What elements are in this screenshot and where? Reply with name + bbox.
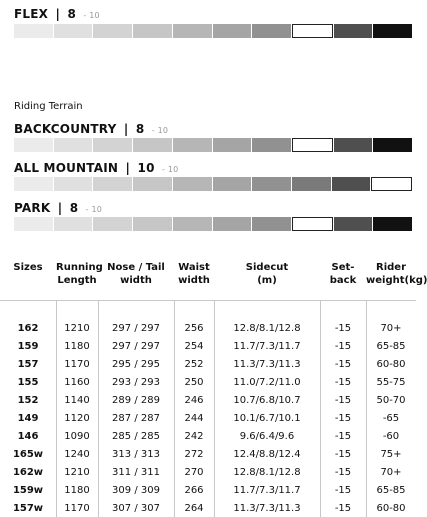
backcountry-value: 8 xyxy=(135,122,145,136)
cell-setback: -15 xyxy=(334,394,352,406)
rating-segment xyxy=(373,24,412,38)
cell-rider-weight: -60 xyxy=(382,430,400,442)
rating-segment xyxy=(54,217,93,231)
table-row xyxy=(0,427,416,445)
cell-waist-width: 252 xyxy=(184,358,204,370)
rating-segment xyxy=(213,24,252,38)
rating-segment xyxy=(54,138,93,152)
table-row xyxy=(0,499,416,517)
cell-waist-width: 246 xyxy=(184,394,204,406)
flex-scale: - 10 xyxy=(83,11,100,20)
cell-size: 146 xyxy=(17,430,39,442)
all-mountain-scale: - 10 xyxy=(162,165,179,174)
table-row xyxy=(0,391,416,409)
cell-sidecut: 11.7/7.3/11.7 xyxy=(233,340,301,352)
cell-running-length: 1210 xyxy=(64,322,90,334)
cell-rider-weight: 50-70 xyxy=(376,394,406,406)
cell-running-length: 1180 xyxy=(64,484,90,496)
cell-rider-weight: 65-85 xyxy=(376,340,406,352)
cell-sidecut: 12.8/8.1/12.8 xyxy=(233,466,301,478)
cell-running-length: 1160 xyxy=(64,376,90,388)
all-mountain-rating-bar xyxy=(14,177,412,191)
column-divider xyxy=(98,301,99,517)
cell-rider-weight: 60-80 xyxy=(376,358,406,370)
table-row xyxy=(0,463,416,481)
rating-segment xyxy=(373,217,412,231)
rating-segment xyxy=(252,177,291,191)
all-mountain-label: ALL MOUNTAIN xyxy=(14,161,119,175)
cell-rider-weight: 65-85 xyxy=(376,484,406,496)
rating-segment xyxy=(292,24,333,38)
cell-waist-width: 266 xyxy=(184,484,204,496)
rating-segment xyxy=(93,24,132,38)
rating-segment xyxy=(332,177,371,191)
rating-segment xyxy=(292,217,333,231)
cell-running-length: 1180 xyxy=(64,340,90,352)
cell-waist-width: 244 xyxy=(184,412,204,424)
table-header-row xyxy=(0,254,427,301)
cell-waist-width: 242 xyxy=(184,430,204,442)
cell-setback: -15 xyxy=(334,412,352,424)
rating-segment xyxy=(173,177,212,191)
cell-rider-weight: 75+ xyxy=(380,448,402,460)
cell-waist-width: 250 xyxy=(184,376,204,388)
cell-size: 159w xyxy=(12,484,44,496)
rating-segment xyxy=(14,177,53,191)
cell-setback: -15 xyxy=(334,502,352,514)
table-body xyxy=(0,319,416,517)
cell-waist-width: 272 xyxy=(184,448,204,460)
rating-segment xyxy=(93,217,132,231)
header-rider-weight: Rider weight(kg) xyxy=(366,262,427,286)
cell-rider-weight: 55-75 xyxy=(376,376,406,388)
cell-waist-width: 254 xyxy=(184,340,204,352)
cell-setback: -15 xyxy=(334,448,352,460)
rating-segment xyxy=(14,138,53,152)
table-row xyxy=(0,373,416,391)
backcountry-label: BACKCOUNTRY xyxy=(14,122,117,136)
cell-running-length: 1120 xyxy=(64,412,90,424)
cell-waist-width: 270 xyxy=(184,466,204,478)
rating-segment xyxy=(252,138,291,152)
park-value: 8 xyxy=(69,201,79,215)
rating-segment xyxy=(54,24,93,38)
rating-segment xyxy=(173,138,212,152)
cell-setback: -15 xyxy=(334,466,352,478)
park-rating-bar xyxy=(14,217,412,231)
table-row xyxy=(0,445,416,463)
cell-setback: -15 xyxy=(334,376,352,388)
cell-running-length: 1210 xyxy=(64,466,90,478)
rating-segment xyxy=(292,177,331,191)
rating-segment xyxy=(173,217,212,231)
cell-running-length: 1170 xyxy=(64,502,90,514)
flex-rating-title xyxy=(14,7,100,21)
rating-segment xyxy=(133,24,172,38)
rating-segment xyxy=(334,138,373,152)
cell-running-length: 1090 xyxy=(64,430,90,442)
cell-nose-tail-width: 309 / 309 xyxy=(112,484,160,496)
all-mountain-separator: | xyxy=(125,161,131,175)
cell-nose-tail-width: 289 / 289 xyxy=(112,394,160,406)
column-divider xyxy=(366,301,367,517)
cell-waist-width: 264 xyxy=(184,502,204,514)
cell-waist-width: 256 xyxy=(184,322,204,334)
backcountry-separator: | xyxy=(123,122,129,136)
header-nose-tail-width: Nose / Tail width xyxy=(107,262,165,286)
table-row xyxy=(0,409,416,427)
table-row xyxy=(0,319,416,337)
cell-size: 155 xyxy=(17,376,39,388)
column-divider xyxy=(214,301,215,517)
cell-size: 162w xyxy=(12,466,44,478)
park-separator: | xyxy=(57,201,63,215)
cell-setback: -15 xyxy=(334,358,352,370)
rating-segment xyxy=(54,177,93,191)
cell-setback: -15 xyxy=(334,340,352,352)
cell-setback: -15 xyxy=(334,484,352,496)
cell-nose-tail-width: 307 / 307 xyxy=(112,502,160,514)
cell-size: 152 xyxy=(17,394,39,406)
table-row xyxy=(0,481,416,499)
column-divider xyxy=(320,301,321,517)
rating-segment xyxy=(14,24,53,38)
cell-setback: -15 xyxy=(334,322,352,334)
cell-sidecut: 11.3/7.3/11.3 xyxy=(233,358,301,370)
table-row xyxy=(0,337,416,355)
cell-sidecut: 10.1/6.7/10.1 xyxy=(233,412,301,424)
cell-size: 149 xyxy=(17,412,39,424)
rating-segment xyxy=(252,24,291,38)
riding-terrain-heading: Riding Terrain xyxy=(14,101,83,112)
park-scale: - 10 xyxy=(85,205,103,214)
backcountry-rating-title xyxy=(14,122,168,136)
flex-separator: | xyxy=(55,7,61,21)
cell-rider-weight: 70+ xyxy=(380,466,402,478)
all-mountain-value: 10 xyxy=(137,161,155,175)
cell-nose-tail-width: 287 / 287 xyxy=(112,412,160,424)
rating-segment xyxy=(334,24,373,38)
cell-running-length: 1140 xyxy=(64,394,90,406)
rating-segment xyxy=(133,217,172,231)
rating-segment xyxy=(213,177,252,191)
header-waist-width: Waist width xyxy=(178,262,210,286)
rating-segment xyxy=(93,177,132,191)
cell-running-length: 1170 xyxy=(64,358,90,370)
header-sizes: Sizes xyxy=(13,262,43,273)
rating-segment xyxy=(213,138,252,152)
cell-sidecut: 11.3/7.3/11.3 xyxy=(233,502,301,514)
cell-sidecut: 12.4/8.8/12.4 xyxy=(233,448,301,460)
cell-size: 157w xyxy=(12,502,44,514)
cell-rider-weight: 60-80 xyxy=(376,502,406,514)
park-rating-title xyxy=(14,201,102,215)
cell-sidecut: 10.7/6.8/10.7 xyxy=(233,394,301,406)
column-divider xyxy=(174,301,175,517)
cell-nose-tail-width: 311 / 311 xyxy=(112,466,160,478)
rating-segment xyxy=(14,217,53,231)
column-divider xyxy=(56,301,57,517)
cell-sidecut: 11.7/7.3/11.7 xyxy=(233,484,301,496)
cell-running-length: 1240 xyxy=(64,448,90,460)
cell-nose-tail-width: 293 / 293 xyxy=(112,376,160,388)
rating-segment xyxy=(213,217,252,231)
cell-size: 157 xyxy=(17,358,39,370)
rating-segment xyxy=(292,138,333,152)
rating-segment xyxy=(252,217,291,231)
cell-setback: -15 xyxy=(334,430,352,442)
cell-nose-tail-width: 297 / 297 xyxy=(112,340,160,352)
cell-sidecut: 11.0/7.2/11.0 xyxy=(233,376,301,388)
cell-sidecut: 12.8/8.1/12.8 xyxy=(233,322,301,334)
size-spec-table xyxy=(0,254,427,517)
header-sidecut: Sidecut (m) xyxy=(245,262,289,286)
cell-nose-tail-width: 285 / 285 xyxy=(112,430,160,442)
cell-rider-weight: 70+ xyxy=(380,322,402,334)
flex-rating-bar xyxy=(14,24,412,38)
all-mountain-rating-title xyxy=(14,161,178,175)
flex-label: FLEX xyxy=(14,7,49,21)
rating-segment xyxy=(93,138,132,152)
rating-segment xyxy=(173,24,212,38)
backcountry-rating-bar xyxy=(14,138,412,152)
cell-sidecut: 9.6/6.4/9.6 xyxy=(239,430,295,442)
cell-nose-tail-width: 295 / 295 xyxy=(112,358,160,370)
rating-segment xyxy=(133,138,172,152)
rating-segment xyxy=(371,177,412,191)
cell-size: 159 xyxy=(17,340,39,352)
cell-size: 165w xyxy=(12,448,44,460)
table-row xyxy=(0,355,416,373)
flex-value: 8 xyxy=(67,7,77,21)
park-label: PARK xyxy=(14,201,51,215)
cell-rider-weight: -65 xyxy=(382,412,400,424)
rating-segment xyxy=(334,217,373,231)
rating-segment xyxy=(373,138,412,152)
cell-size: 162 xyxy=(17,322,39,334)
cell-nose-tail-width: 313 / 313 xyxy=(112,448,160,460)
header-setback: Set- back xyxy=(329,262,357,286)
backcountry-scale: - 10 xyxy=(151,126,169,135)
header-running-length: Running Length xyxy=(56,262,103,286)
cell-nose-tail-width: 297 / 297 xyxy=(112,322,160,334)
rating-segment xyxy=(133,177,172,191)
